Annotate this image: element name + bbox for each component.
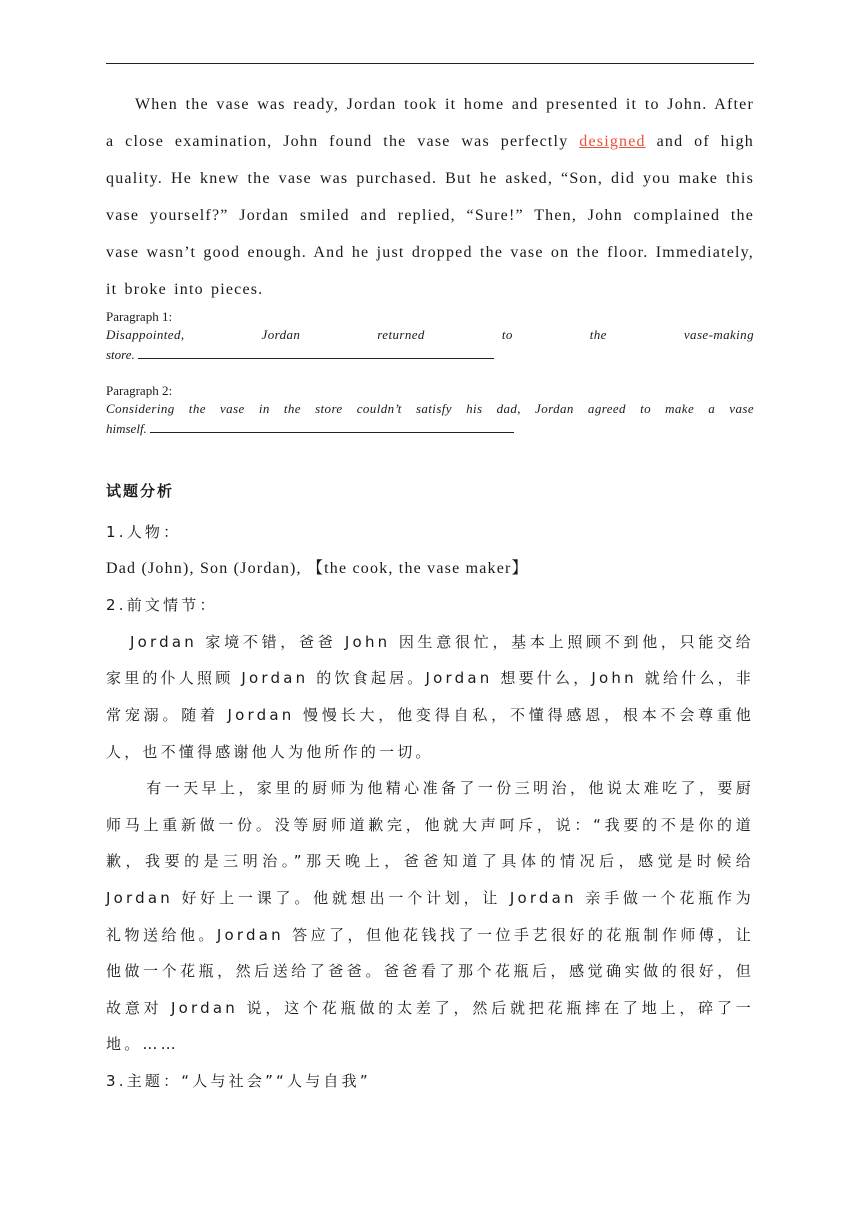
paragraph2-tail: [106, 418, 754, 438]
paragraph1-prompt: Disappointed, Jordan returned to the vase-making: [106, 327, 754, 342]
paragraph2-prompt: Considering the vase in the store couldn’t satisfy his dad, Jordan agreed to make a vase: [106, 401, 754, 416]
plot-paragraph-2-text: 有一天早上，家里的厨师为他精心准备了一份三明治，他说太难吃了，要厨师马上重新做一份。没等厨师道歉完，他就大声呵斥，说：“我要的不是你的道歉，我要的是三明治。”那天晚上，爸爸知道了具体的情况后，感觉是时候给 Jordan 好好上一课了。他就想出一个计划，让 Jordan 亲手做一个花瓶作为礼物送给他。Jordan 答应了，但他花钱找了一位手艺很好的花瓶制作师傅，让他做一个花瓶，然后送给了爸爸。爸爸看了那个花瓶后，感觉确实做的很好，但故意对 Jordan 说，这个花瓶做的太差了，然后就把花瓶摔在了地上，碎了一地。……: [106, 779, 754, 1054]
paragraph1-label: Paragraph 1:: [106, 309, 173, 324]
plot-title: 2.前文情节：: [106, 596, 218, 615]
plot-paragraph-1-text: Jordan 家境不错，爸爸 John 因生意很忙，基本上照顾不到他，只能交给家里的仆人照顾 Jordan 的饮食起居。Jordan 想要什么，John 就给什么，非常宠溺。随着 Jordan 慢慢长大，他变得自私，不懂得感恩，根本不会尊重他人，也不懂得感谢他人为他所作的一切。: [106, 632, 754, 761]
paragraph2-label: Paragraph 2:: [106, 383, 173, 398]
header-rule: [106, 63, 754, 64]
paragraph2-tail-text: himself.: [106, 421, 147, 436]
paragraph1-tail: [106, 344, 754, 364]
story-passage: [106, 86, 754, 308]
highlighted-word: designed: [579, 133, 646, 150]
analysis-section: [106, 478, 754, 1100]
characters-title: 1.人物：: [106, 523, 182, 541]
story-text-start: When the vase was ready, Jordan took it home and presented it to John. After a close examination, John found the vase was perfectly: [106, 96, 754, 150]
characters-list: Dad (John), Son (Jordan), 【the cook, the vase maker】: [106, 559, 529, 577]
paragraph1-answer-blank[interactable]: [138, 344, 494, 359]
story-text-rest: and of high quality. He knew the vase was purchased. But he asked, “Son, did you make this vase yourself?” Jordan smiled and replied, “Sure!” Then, John complained the vase wasn’t good enough. And he just dropped the vase on the floor. Immediately, it broke into pieces.: [106, 133, 755, 298]
plot-paragraph-1: [106, 624, 754, 770]
plot-paragraph-2: [106, 770, 754, 1063]
story-paragraph: [106, 86, 754, 308]
theme-line: 3.主题：“人与社会”“人与自我”: [106, 1071, 371, 1090]
paragraph2-answer-blank[interactable]: [150, 418, 514, 433]
analysis-heading: 试题分析: [106, 482, 175, 500]
paragraph1-tail-text: store.: [106, 347, 135, 362]
paragraph2-block: [106, 382, 754, 438]
paragraph1-block: [106, 308, 754, 364]
